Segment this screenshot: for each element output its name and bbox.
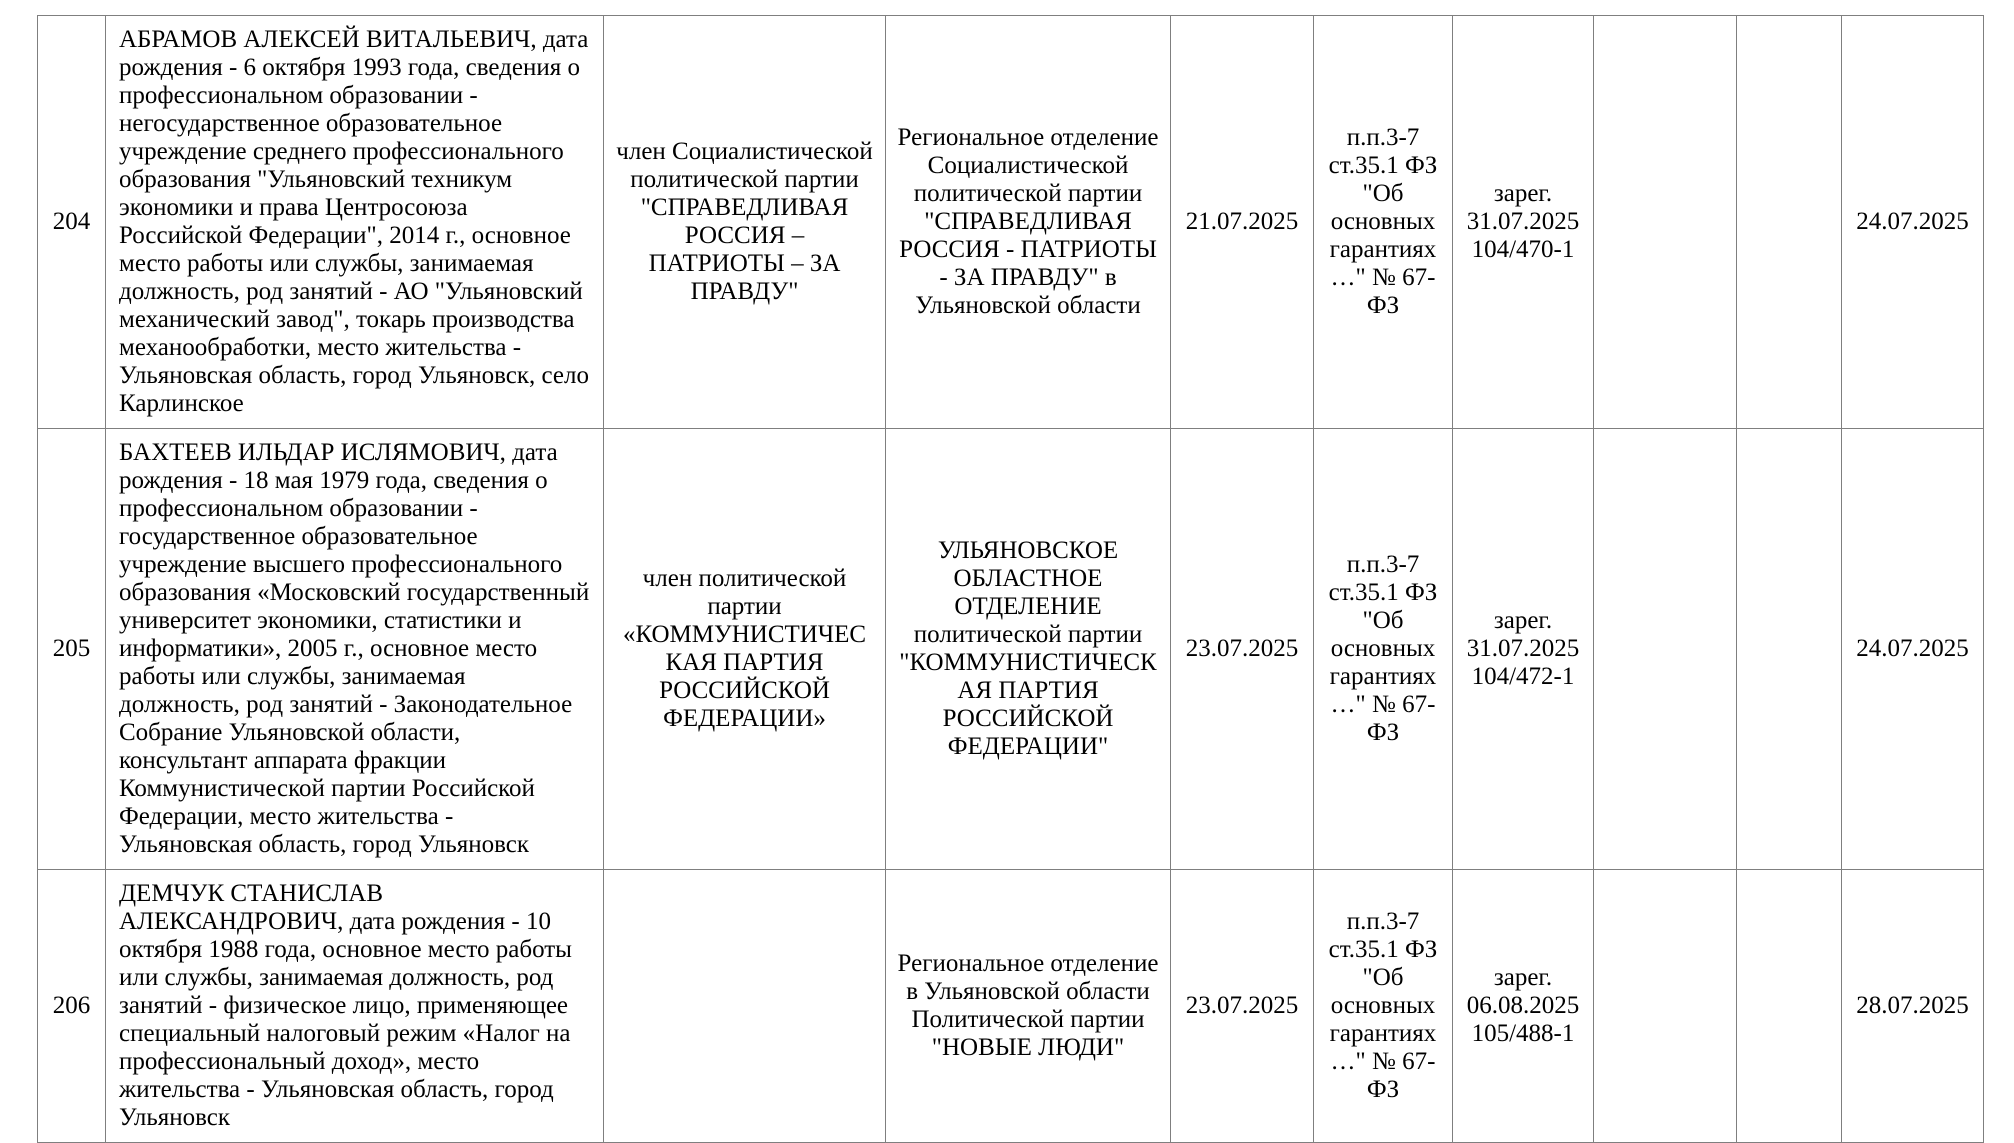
registration-decision-cell: зарег. 31.07.2025 104/472-1 bbox=[1453, 429, 1594, 870]
table-row bbox=[38, 870, 1984, 1143]
empty-cell bbox=[1737, 16, 1842, 429]
party-membership-cell: член политической партии «КОММУНИСТИЧЕСКАЯ ПАРТИЯ РОССИЙСКОЙ ФЕДЕРАЦИИ» bbox=[604, 429, 886, 870]
empty-cell bbox=[1594, 870, 1737, 1143]
candidate-info-cell: ДЕМЧУК СТАНИСЛАВ АЛЕКСАНДРОВИЧ, дата рождения - 10 октября 1988 года, основное место работы или службы, занимаемая должность, род занятий - физическое лицо, применяющее специальный налоговый режим «Налог на профессиональный доход», место жительства - Ульяновская область, город Ульяновск bbox=[106, 870, 604, 1143]
documents-date-cell: 24.07.2025 bbox=[1842, 429, 1984, 870]
nominating-body-cell: Региональное отделение Социалистической политической партии "СПРАВЕДЛИВАЯ РОССИЯ - ПАТРИОТЫ - ЗА ПРАВДУ" в Ульяновской области bbox=[886, 16, 1171, 429]
notification-date-cell: 23.07.2025 bbox=[1171, 429, 1314, 870]
candidate-info-cell: АБРАМОВ АЛЕКСЕЙ ВИТАЛЬЕВИЧ, дата рождения - 6 октября 1993 года, сведения о профессиональном образовании - негосударственное образовательное учреждение среднего профессионального образования "Ульяновский техникум экономики и права Центросоюза Российской Федерации", 2014 г., основное место работы или службы, занимаемая должность, род занятий - АО "Ульяновский механический завод", токарь производства механообработки, место жительства - Ульяновская область, город Ульяновск, село Карлинское bbox=[106, 16, 604, 429]
nominating-body-cell: Региональное отделение в Ульяновской области Политической партии "НОВЫЕ ЛЮДИ" bbox=[886, 870, 1171, 1143]
party-membership-cell bbox=[604, 870, 886, 1143]
row-number-cell: 204 bbox=[38, 16, 106, 429]
legal-basis-cell: п.п.3-7 ст.35.1 ФЗ "Об основных гарантиях …" № 67-ФЗ bbox=[1314, 870, 1453, 1143]
nominating-body-cell: УЛЬЯНОВСКОЕ ОБЛАСТНОЕ ОТДЕЛЕНИЕ политической партии "КОММУНИСТИЧЕСКАЯ ПАРТИЯ РОССИЙСКОЙ ФЕДЕРАЦИИ" bbox=[886, 429, 1171, 870]
empty-cell bbox=[1737, 429, 1842, 870]
notification-date-cell: 21.07.2025 bbox=[1171, 16, 1314, 429]
row-number-cell: 205 bbox=[38, 429, 106, 870]
table-row bbox=[38, 429, 1984, 870]
legal-basis-cell: п.п.3-7 ст.35.1 ФЗ "Об основных гарантиях …" № 67-ФЗ bbox=[1314, 429, 1453, 870]
empty-cell bbox=[1594, 16, 1737, 429]
row-number-cell: 206 bbox=[38, 870, 106, 1143]
notification-date-cell: 23.07.2025 bbox=[1171, 870, 1314, 1143]
candidate-info-cell: БАХТЕЕВ ИЛЬДАР ИСЛЯМОВИЧ, дата рождения - 18 мая 1979 года, сведения о профессиональном образовании - государственное образовательное учреждение высшего профессионального образования «Московский государственный университет экономики, статистики и информатики», 2005 г., основное место работы или службы, занимаемая должность, род занятий - Законодательное Собрание Ульяновской области, консультант аппарата фракции Коммунистической партии Российской Федерации, место жительства - Ульяновская область, город Ульяновск bbox=[106, 429, 604, 870]
registration-decision-cell: зарег. 06.08.2025 105/488-1 bbox=[1453, 870, 1594, 1143]
registration-decision-cell: зарег. 31.07.2025 104/470-1 bbox=[1453, 16, 1594, 429]
table-row bbox=[38, 16, 1984, 429]
empty-cell bbox=[1737, 870, 1842, 1143]
party-membership-cell: член Социалистической политической партии "СПРАВЕДЛИВАЯ РОССИЯ – ПАТРИОТЫ – ЗА ПРАВДУ" bbox=[604, 16, 886, 429]
documents-date-cell: 24.07.2025 bbox=[1842, 16, 1984, 429]
empty-cell bbox=[1594, 429, 1737, 870]
documents-date-cell: 28.07.2025 bbox=[1842, 870, 1984, 1143]
legal-basis-cell: п.п.3-7 ст.35.1 ФЗ "Об основных гарантиях …" № 67-ФЗ bbox=[1314, 16, 1453, 429]
candidate-registry-table bbox=[37, 15, 1984, 1143]
